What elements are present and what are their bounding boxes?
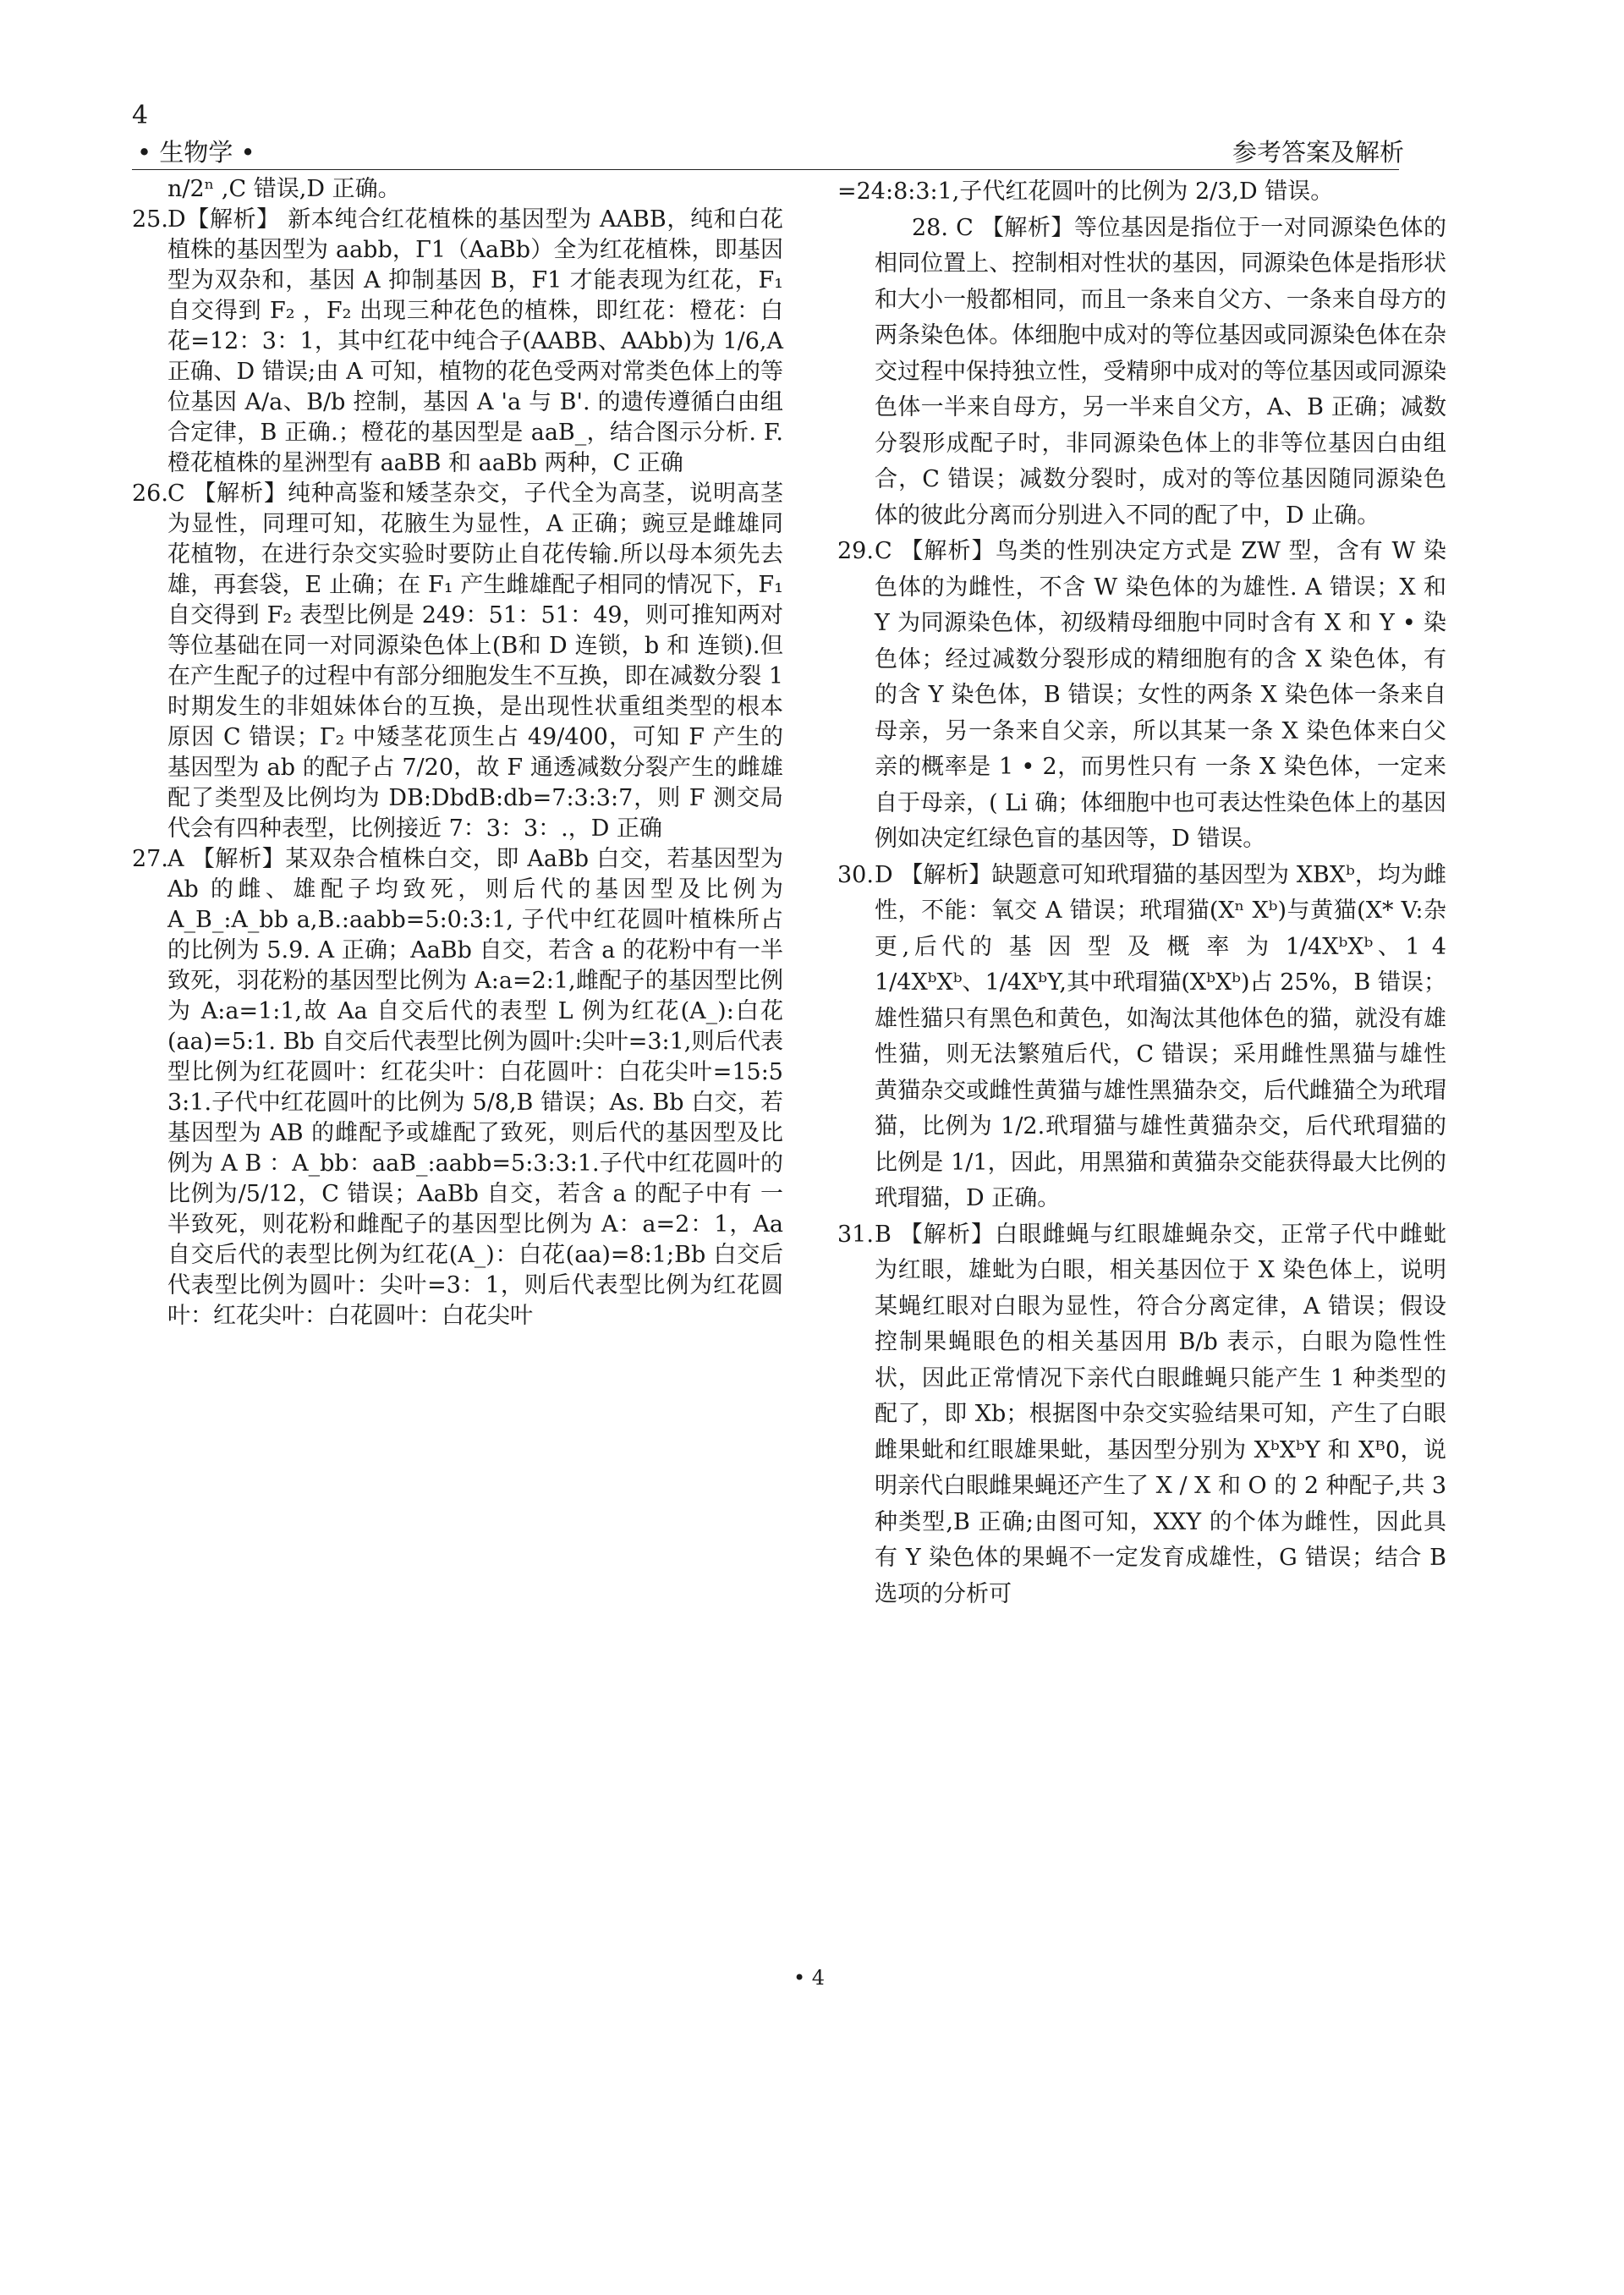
item-number: 26. [132,480,168,507]
answer-item-25 [132,205,783,479]
answer-item-29 [837,534,1446,858]
continuation-text: n/2ⁿ ,C 错误,D 正确。 [167,176,401,202]
item-number: 31. [837,1221,874,1248]
item-text: D【解析】 新本纯合红花植株的基因型为 AABB，纯和白花植株的基因型为 aabb，Γ1（AaBb）全为红花植株，即基因型为双杂和，基因 A 抑制基因 B，F1 才能表现为红花，F₁ 自交得到 F₂ ，F₂ 出现三种花色的植株，即红花：橙花：白花=12：3：1，其中红花中纯合子(AABB、AAbb)为 1/6,A 正确、D 错误;由 A 可知，植物的花色受两对常类色体上的等位基因 A/a、B/b 控制，基因 A 'a 与 B'. 的遗传遵循白由组合定律，B 正确.；橙花的基因型是 aaB_，结合图示分析. F.橙花植株的星洲型有 aaBB 和 aaBb 两种，C 正确 [167,206,783,476]
answer-item-30 [837,858,1446,1217]
answer-item-27 [132,844,783,1331]
item-body: C 【解析】等位基因是指位于一对同源染色体的相同位置上、控制相对性状的基因，同源染色体是指形状和大小一般都相同，而且一条来自父方、一条来自母方的两条染色体。体细胞中成对的等位基因或同源染色体在杂交过程中保持独立性，受精卵中成对的等位基因或同源染色体一半来自母方，另一半来自父方，A、B 正确；减数分裂形成配子时，非同源染色体上的非等位基因白由组合，C 错误；减数分裂时，成对的等位基因随同源染色体的彼此分离而分别进入不同的配了中，D 止确。 [875,214,1446,529]
item-number: 27. [132,846,168,872]
item-number: 30. [837,861,874,888]
item-text: C 【解析】鸟类的性别决定方式是 ZW 型，含有 W 染色体的为雌性，不含 W 染色体的为雄性. A 错误；X 和 Y 为同源染色体，初级精母细胞中同时含有 X 和 Y • 染色体；经过减数分裂形成的精细胞有的含 X 染色体，有的含 Y 染色体，B 错误；女性的两条 X 染色体一条来自母亲，另一条来自父亲，所以其某一条 X 染色体来白父亲的概率是 1 • 2，而男性只有 一条 X 染色体，一定来自于母亲，( Li 确；体细胞中也可表达性染色体上的基因例如决定红绿色盲的基因等，D 错误。 [875,538,1446,852]
page-number-top: 4 [132,101,149,130]
left-column [132,174,783,1331]
item-number: 25. [132,206,168,233]
header-divider [132,169,1399,170]
subject-header: • 生物学 • [137,138,255,167]
section-header: 参考答案及解析 [1232,138,1404,167]
item-text: C 【解析】纯种高鉴和矮茎杂交，子代全为高茎，说明高茎为显性，同理可知，花腋生为显性，A 正确；豌豆是雌雄同花植物，在进行杂交实验时要防止自花传输.所以母本须先去雄，再套袋，E 止确；在 F₁ 产生雌雄配子相同的情况下，F₁ 自交得到 F₂ 表型比例是 249：51：51：49，则可推知两对等位基础在同一对同源染色体上(B和 D 连锁，b 和 连锁).但在产生配子的过程中有部分细胞发生不互换，即在减数分裂 1 时期发生的非姐妹体台的互换，是出现性状重组类型的根本原因 C 错误；Γ₂ 中矮茎花顶生占 49/400，可知 F 产生的基因型为 ab 的配子占 7/20，故 F 通透减数分裂产生的雌雄配了类型及比例均为 DB:DbdB:db=7:3:3:7，则 F 测交局代会有四种表型，比例接近 7：3：3：.，D 正确 [167,480,783,842]
item-number: 28. [912,214,948,241]
continuation-text: =24:8:3:1,子代红花圆叶的比例为 2/3,D 错误。 [837,178,1334,205]
item-text: A 【解析】某双杂合植株白交，即 AaBb 白交，若基因型为 Ab 的雌、雄配子均致死，则后代的基因型及比例为 A_B_:A_bb a,B.:aabb=5:0:3:1, 子代中红花圆叶植株所占的比例为 5.9. A 正确；AaBb 自交，若含 a 的花粉中有一半致死，羽花粉的基因型比例为 A:a=2:1,雌配子的基因型比例为 A:a=1:1,故 Aa 自交后代的表型 L 例为红花(A_):白花(aa)=5:1. Bb 自交后代表型比例为圆叶:尖叶=3:1,则后代表型比例为红花圆叶：红花尖叶：白花圆叶：白花尖叶=15:5 3:1.子代中红花圆叶的比例为 5/8,B 错误；As. Bb 白交，若基因型为 AB 的雌配予或雄配了致死，则后代的基因型及比例为 A B ：A_bb：aaB_:aabb=5:3:3:1.子代中红花圆叶的比例为/5/12，C 错误；AaBb 自交，若含 a 的配子中有 一半致死，则花粉和雌配子的基因型比例为 A：a=2：1，Aa 自交后代的表型比例为红花(A_)：白花(aa)=8:1;Bb 白交后代表型比例为圆叶：尖叶=3：1，则后代表型比例为红花圆叶：红花尖叶：白花圆叶：白花尖叶 [167,846,783,1329]
page-number-bottom: • 4 [793,1966,826,1990]
item-text: D 【解析】缺题意可知玳瑁猫的基因型为 XBXᵇ，均为雌性，不能：氧交 A 错误；玳瑁猫(Xⁿ Xᵇ)与黄猫(X* V:杂更,后代的 基 因 型 及 概 率 为 1/4XᵇXᵇ、1 4 1/4XᵇXᵇ、1/4XᵇY,其中玳瑁猫(XᵇXᵇ)占 25%，B 错误；雄性猫只有黑色和黄色，如淘汰其他体色的猫，就没有雄性猫，则无法繁殖后代，C 错误；采用雌性黑猫与雄性黄猫杂交或雌性黄猫与雄性黑猫杂交，后代雌猫仝为玳瑁猫，比例为 1/2.玳瑁猫与雄性黄猫杂交，后代玳瑁猫的比例是 1/1，因此，用黑猫和黄猫杂交能获得最大比例的玳瑁猫，D 正确。 [875,861,1446,1211]
answer-item-26 [132,479,783,844]
answer-item-31 [837,1217,1446,1613]
item-number: 29. [837,538,874,564]
item-text: B 【解析】白眼雌蝇与红眼雄蝇杂交，正常子代中雌蚍为红眼，雄蚍为白眼，相关基因位于 X 染色体上，说明某蝇红眼对白眼为显性，符合分离定律，A 错误；假设控制果蝇眼色的相关基因用 B/b 表示，白眼为隐性性状，因此正常情况下亲代白眼雌蝇只能产生 1 种类型的配了，即 Xb；根据图中杂交实验结果可知，产生了白眼雌果蚍和红眼雄果蚍，基因型分别为 XᵇXᵇY 和 Xᴮ0，说明亲代白眼雌果蝇还产生了 X / X 和 O 的 2 种配子,共 3 种类型,B 正确;由图可知，XXY 的个体为雌性，因此具有 Y 染色体的果蝇不一定发育成雄性，G 错误；结合 B 选项的分析可 [875,1221,1446,1607]
answer-item-28 [837,211,1446,535]
right-column [837,174,1446,1612]
item-text [875,211,1446,535]
